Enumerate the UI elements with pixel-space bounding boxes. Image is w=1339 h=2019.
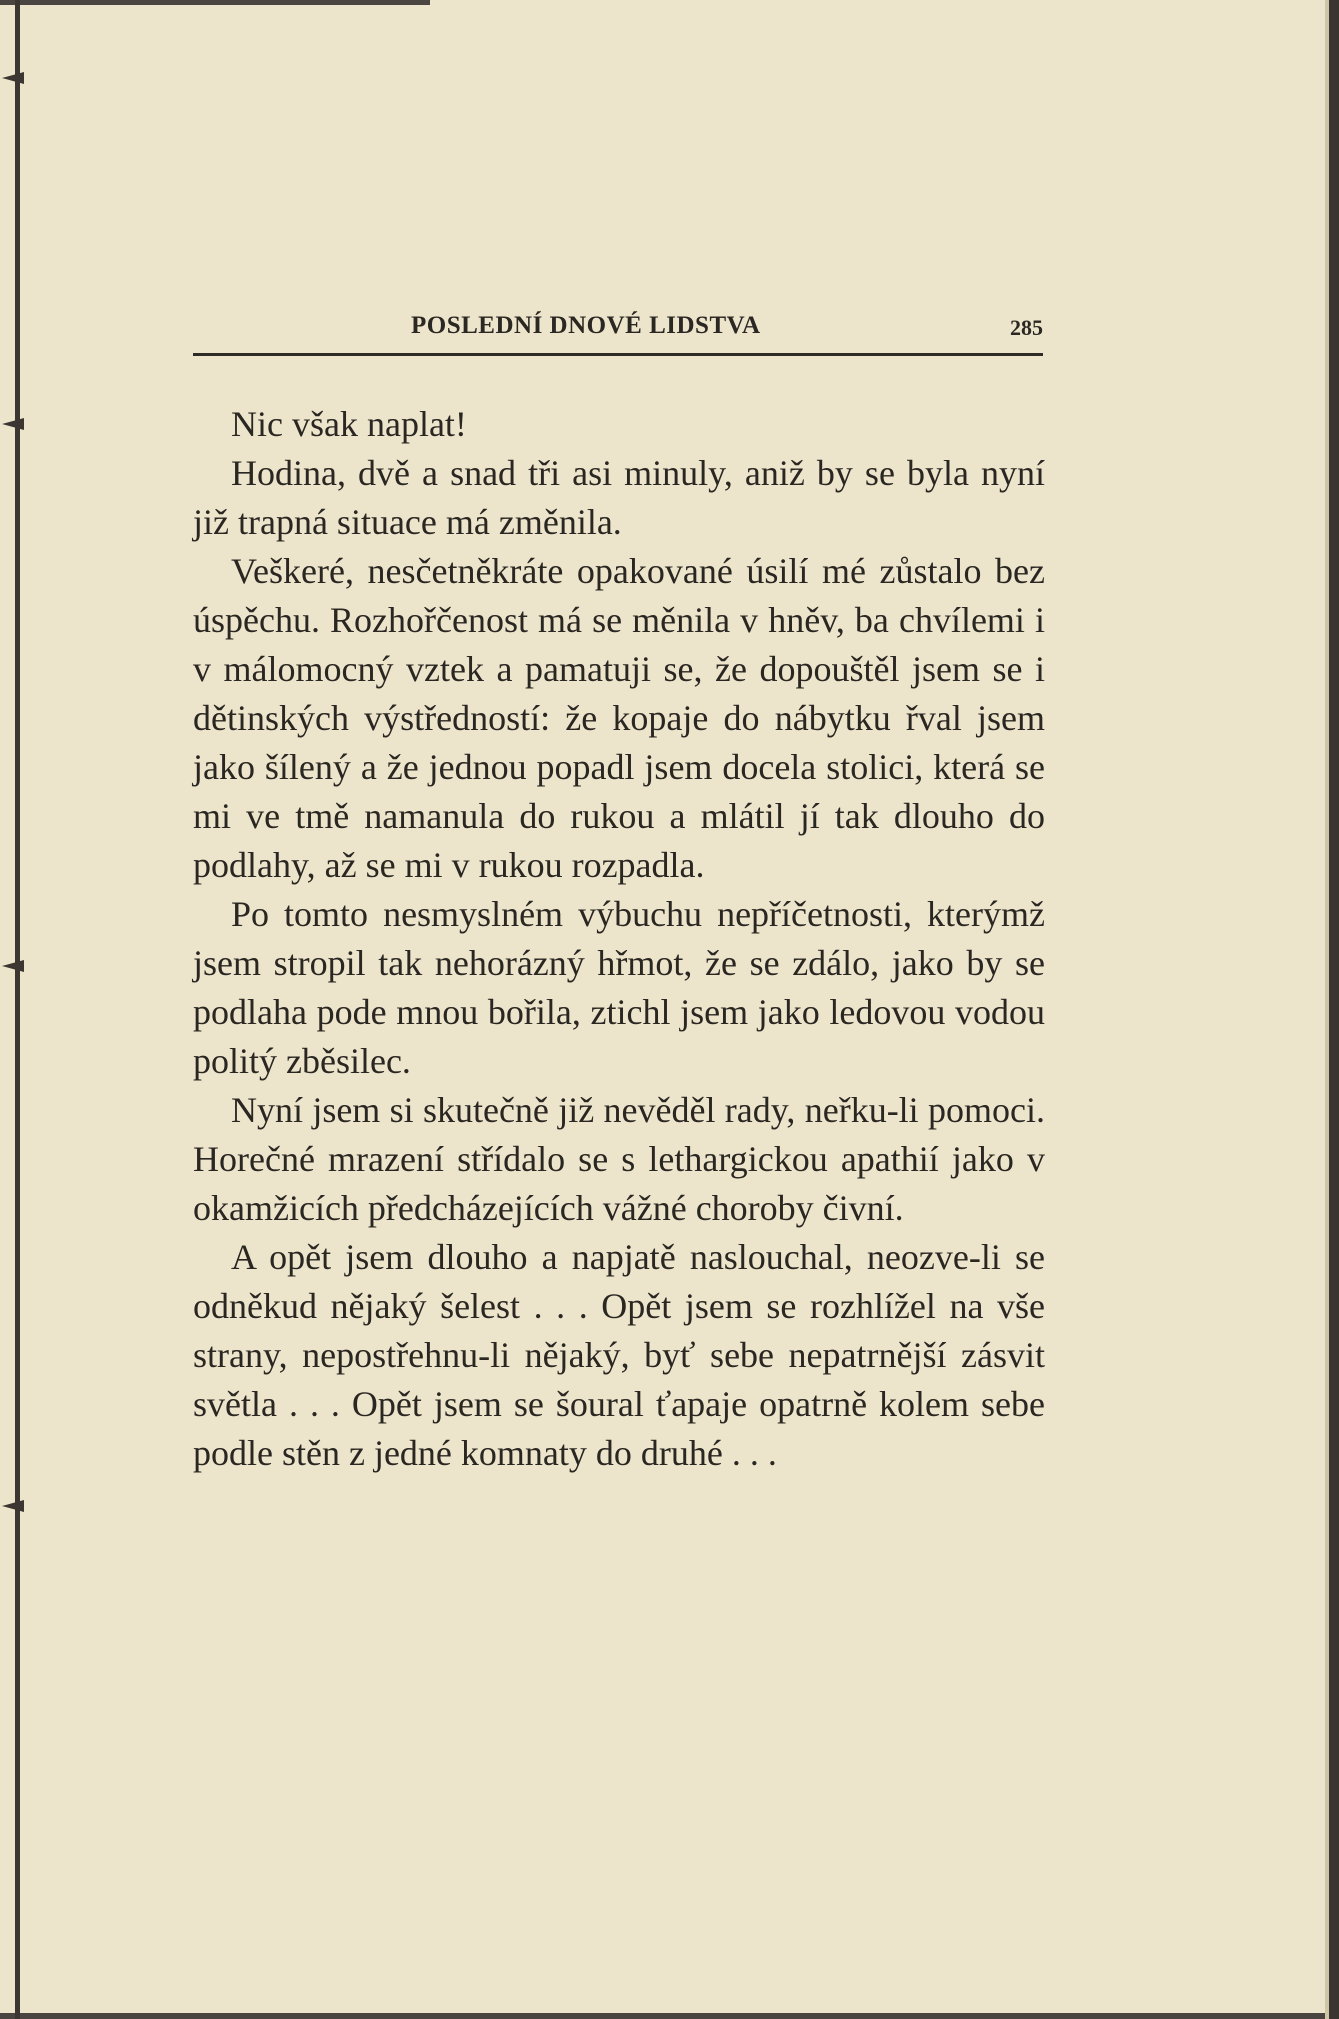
paragraph: Nyní jsem si skutečně již nevěděl rady, neřku-li pomoci. Horečné mrazení střídalo se s lethargickou apathií jako v okamžicích předcházejících vážné choroby čivní. <box>193 1090 1045 1228</box>
paragraph: A opět jsem dlouho a napjatě naslouchal, neozve-li se odněkud nějaký šelest . . . Opět jsem se rozhlížel na vše strany, nepostřehnu-li nějaký, byť sebe nepatrnější zásvit světla . . . Opět jsem se šoural ťapaje opatrně kolem sebe podle stěn z jedné komnaty do druhé . . . <box>193 1237 1045 1473</box>
gutter-mark <box>2 418 24 430</box>
page-header <box>193 312 1043 352</box>
binding-gutter <box>15 0 20 2019</box>
paragraph: Nic však naplat! <box>231 404 467 444</box>
gutter-mark <box>2 72 24 84</box>
paragraph: Veškeré, nesčetněkráte opakované úsilí mé zůstalo bez úspěchu. Rozhořčenost má se měnila v hněv, ba chvílemi i v málomocný vztek a pamatuji se, že dopouštěl jsem se i dětinských výstředností: že kopaje do nábytku řval jsem jako šílený a že jednou popadl jsem docela stolici, která se mi ve tmě namanula do rukou a mlátil jí tak dlouho do podlahy, až se mi v rukou rozpadla. <box>193 551 1045 885</box>
scan-edge-right <box>1329 0 1339 2019</box>
page-number: 285 <box>1010 315 1043 340</box>
gutter-mark <box>2 1500 24 1512</box>
paragraph: Hodina, dvě a snad tři asi minuly, aniž by se byla nyní již trapná situace má změnila. <box>193 453 1045 542</box>
gutter-mark <box>2 960 24 972</box>
scan-edge-top <box>0 0 430 5</box>
running-title: POSLEDNÍ DNOVÉ LIDSTVA <box>411 312 761 339</box>
body-text <box>193 400 1045 1478</box>
paragraph: Po tomto nesmyslném výbuchu nepříčetnosti, kterýmž jsem stropil tak nehorázný hřmot, že se zdálo, jako by se podlaha pode mnou bořila, ztichl jsem jako ledovou vodou politý zběsilec. <box>193 894 1045 1081</box>
header-rule <box>193 353 1043 356</box>
scan-edge-bottom <box>0 2013 1339 2019</box>
